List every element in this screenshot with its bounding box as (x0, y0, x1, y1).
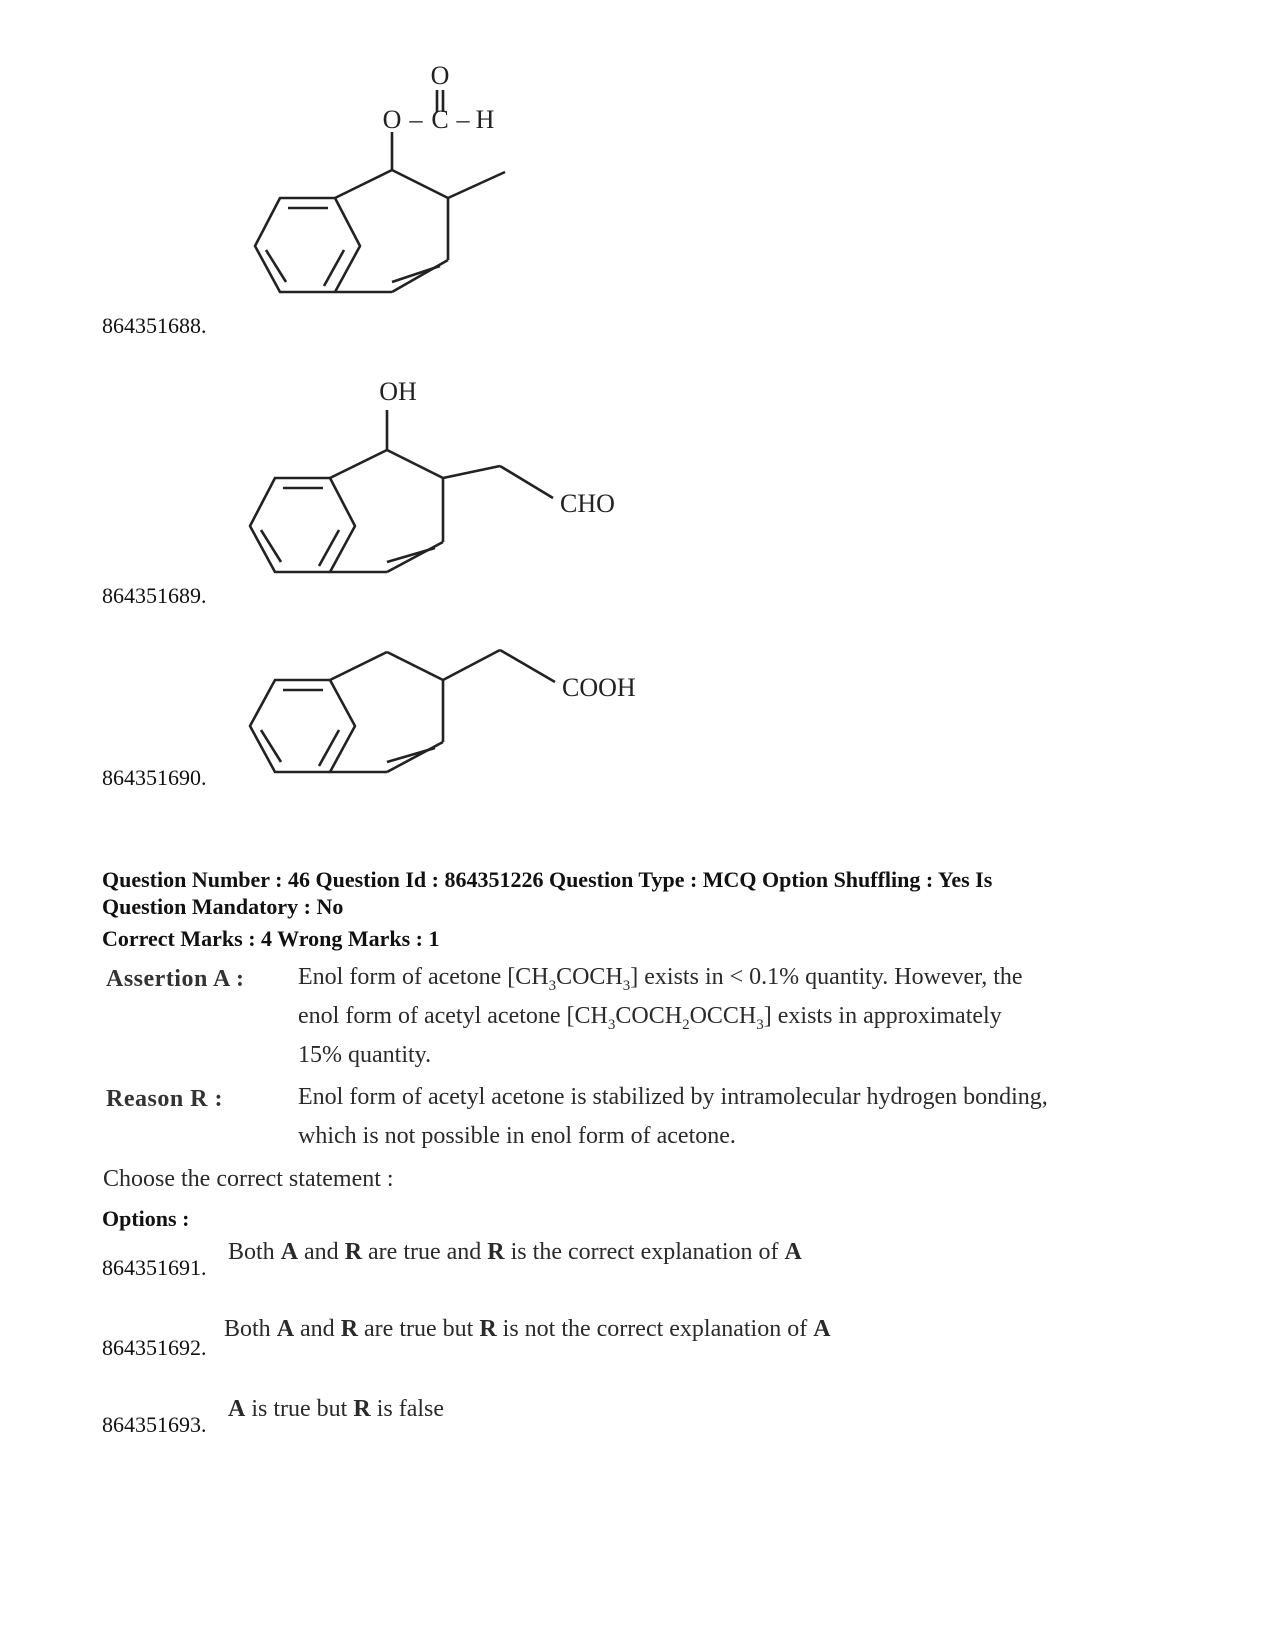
marks-line: Correct Marks : 4 Wrong Marks : 1 (102, 926, 440, 951)
option-id: 864351693. (102, 1412, 207, 1437)
bond-dash-1: – (409, 105, 423, 134)
question-mandatory: Question Mandatory : No (102, 894, 344, 919)
structure-id: 864351688. (102, 313, 207, 338)
structure-carboxylic-acid (215, 640, 655, 790)
structure-formate-ester (220, 60, 540, 340)
assertion-label: Assertion A : (106, 966, 245, 992)
reason-line-2: which is not possible in enol form of acetone. (298, 1123, 736, 1149)
structure-id: 864351690. (102, 765, 207, 790)
carbonyl-oxygen-label: O (430, 61, 450, 90)
option-1-text[interactable]: Both A and R are true and R is the correct explanation of A (228, 1239, 802, 1265)
ester-oxygen-label: O (382, 105, 402, 134)
option-id: 864351692. (102, 1335, 207, 1360)
carbon-label: C (431, 105, 449, 134)
structure-id: 864351689. (102, 583, 207, 608)
assertion-line-2: enol form of acetyl acetone $[CH_3COCH_2OCCH_3]$ exists in approximately (298, 1003, 1002, 1033)
option-2-text[interactable]: Both A and R are true but R is not the correct explanation of A (224, 1316, 831, 1342)
assertion-line-3: 15% quantity. (298, 1042, 432, 1068)
options-label: Options : (102, 1206, 190, 1231)
reason-text (298, 1078, 1158, 1156)
structure-aldehyde (215, 370, 635, 610)
assertion-line-1: Enol form of acetone $[CH_3COCH_3]$ exists in < 0.1% quantity. However, the (298, 964, 1023, 994)
aldehyde-label: CHO (560, 489, 615, 518)
option-3-text[interactable]: A is true but R is false (228, 1396, 444, 1422)
bond-dash-2: – (456, 105, 470, 134)
question-header: Question Number : 46 Question Id : 864351226 Question Type : MCQ Option Shuffling : Yes Is (102, 867, 993, 892)
benzene-ring-left (250, 680, 355, 772)
hydroxyl-label: OH (379, 377, 417, 406)
carboxylic-acid-label: COOH (562, 673, 636, 702)
reason-label: Reason R : (106, 1086, 223, 1112)
benzene-ring-left (255, 198, 360, 292)
benzene-ring-left (250, 478, 355, 572)
assertion-text (298, 958, 1148, 1075)
hydrogen-label: H (475, 105, 495, 134)
reason-line-1: Enol form of acetyl acetone is stabilized by intramolecular hydrogen bonding, (298, 1084, 1048, 1110)
question-prompt: Choose the correct statement : (103, 1166, 394, 1192)
option-id: 864351691. (102, 1255, 207, 1280)
